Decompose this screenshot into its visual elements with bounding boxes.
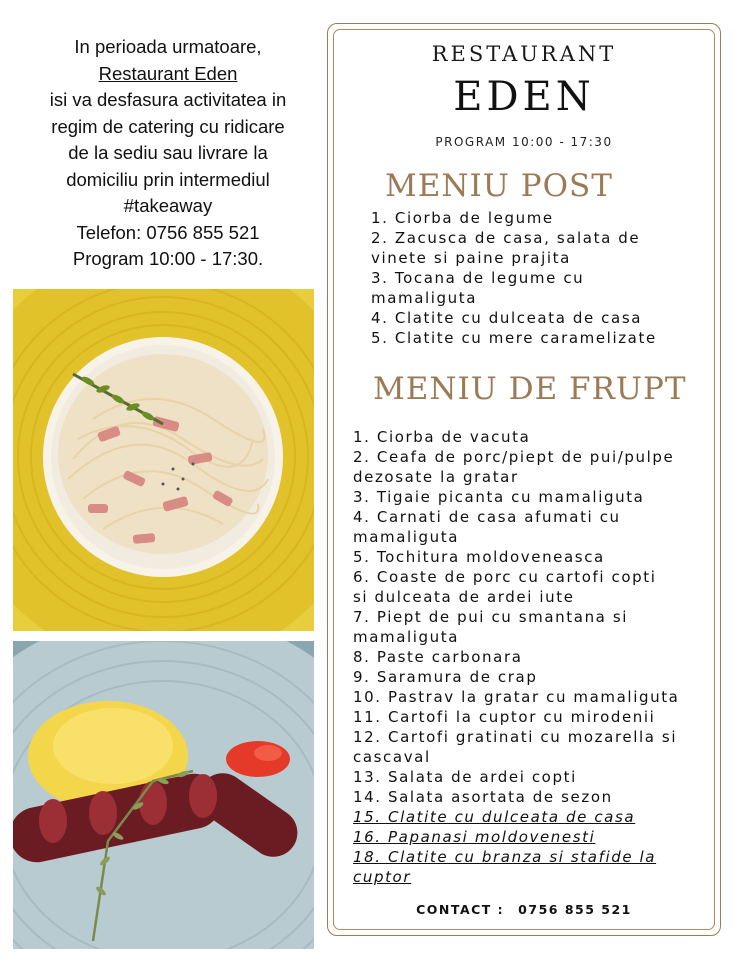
- menu-item: 5. Clatite cu mere caramelizate: [371, 329, 657, 347]
- menu-item: mamaliguta: [371, 289, 478, 307]
- menu-item: 13. Salata de ardei copti: [353, 768, 577, 786]
- menu-item: 11. Cartofi la cuptor cu mirodenii: [353, 708, 656, 726]
- intro-phone: Telefon: 0756 855 521: [76, 221, 260, 243]
- brand-eden: EDEN: [453, 74, 595, 120]
- menu-item: 3. Tigaie picanta cu mamaliguta: [353, 488, 645, 506]
- contact-label: CONTACT :: [416, 902, 505, 917]
- intro-line: domiciliu prin intermediul: [66, 168, 270, 190]
- menu-item: si dulceata de ardei iute: [353, 588, 575, 606]
- sausage-polenta-photo: [13, 641, 314, 949]
- menu-item: 4. Clatite cu dulceata de casa: [371, 309, 643, 327]
- menu-item: 12. Cartofi gratinati cu mozarella si: [353, 728, 678, 746]
- menu-item: 5. Tochitura moldoveneasca: [353, 548, 605, 566]
- menu-item: 6. Coaste de porc cu cartofi copti: [353, 568, 657, 586]
- intro-line: regim de catering cu ridicare: [51, 115, 285, 137]
- intro-program: Program 10:00 - 17:30.: [72, 248, 264, 269]
- meniu-post-title: MENIU POST: [385, 168, 613, 204]
- menu-item: 9. Saramura de crap: [353, 668, 538, 686]
- menu-item: cascaval: [353, 748, 431, 766]
- menu-item: mamaliguta: [353, 628, 460, 646]
- menu-item-link[interactable]: 15. Clatite cu dulceata de casa: [353, 808, 636, 826]
- restaurant-link[interactable]: Restaurant Eden: [98, 62, 238, 84]
- meniu-frupt-list: [353, 427, 715, 887]
- menu-item: 7. Piept de pui cu smantana si: [353, 608, 629, 626]
- menu-item-link[interactable]: cuptor: [353, 868, 412, 886]
- intro-line: In perioada urmatoare,: [74, 36, 262, 57]
- meniu-frupt-title: MENIU DE FRUPT: [373, 371, 687, 407]
- contact-footer: [327, 902, 721, 917]
- intro-line: de la sediu sau livrare la: [68, 142, 268, 163]
- brand-restaurant: RESTAURANT: [431, 42, 617, 66]
- menu-item: 2. Ceafa de porc/piept de pui/pulpe: [353, 448, 675, 466]
- contact-phone[interactable]: 0756 855 521: [518, 902, 632, 917]
- card-program-hours: PROGRAM 10:00 - 17:30: [435, 135, 613, 149]
- menu-item: 1. Ciorba de legume: [371, 209, 554, 227]
- menu-item: dezosate la gratar: [353, 468, 519, 486]
- menu-item: mamaliguta: [353, 528, 460, 546]
- meniu-post-list: [371, 208, 711, 348]
- menu-item: 1. Ciorba de vacuta: [353, 428, 531, 446]
- menu-item: 2. Zacusca de casa, salata de: [371, 229, 641, 247]
- menu-item-link[interactable]: 16. Papanasi moldovenesti: [353, 828, 596, 846]
- menu-item: 4. Carnati de casa afumati cu: [353, 508, 621, 526]
- menu-item: 8. Paste carbonara: [353, 648, 523, 666]
- menu-item: 3. Tocana de legume cu: [371, 269, 585, 287]
- menu-item-link[interactable]: 18. Clatite cu branza si stafide la: [353, 848, 657, 866]
- intro-line: isi va desfasura activitatea in: [49, 89, 287, 110]
- menu-item: 10. Pastrav la gratar cu mamaliguta: [353, 688, 680, 706]
- takeaway-hashtag: #takeaway: [123, 195, 213, 216]
- carbonara-pasta-photo: [13, 289, 314, 631]
- menu-item: vinete si paine prajita: [371, 249, 571, 267]
- menu-item: 14. Salata asortata de sezon: [353, 788, 613, 806]
- intro-text-block: [18, 34, 318, 273]
